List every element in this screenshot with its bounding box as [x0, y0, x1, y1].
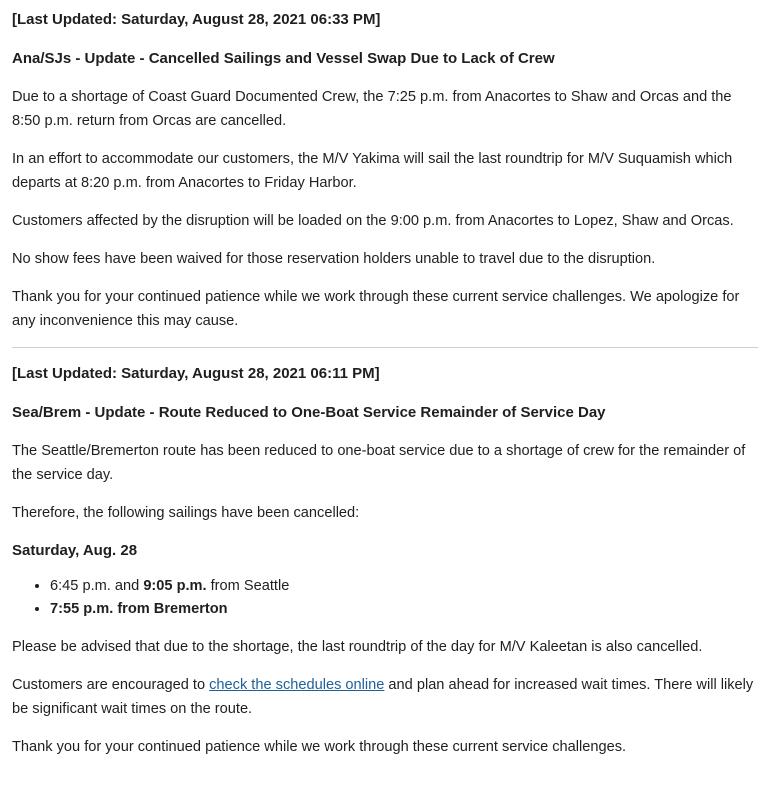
list-item: [50, 575, 758, 598]
alert-seattle-bremerton: [12, 362, 758, 759]
alert-timestamp: [Last Updated: Saturday, August 28, 2021 06:33 PM]: [12, 11, 381, 28]
alert-paragraph: In an effort to accommodate our customers, the M/V Yakima will sail the last roundtrip for M/V Suquamish which departs at 8:20 p.m. from Anacortes to Friday Harbor.: [12, 151, 733, 191]
link-lead-text: Customers are encouraged to: [12, 677, 210, 693]
sailing-text: 6:45 p.m. and: [50, 578, 144, 594]
alert-paragraph: Customers affected by the disruption will be loaded on the 9:00 p.m. from Anacortes to Lopez, Shaw and Orcas.: [12, 213, 734, 229]
alert-paragraph: The Seattle/Bremerton route has been reduced to one-boat service due to a shortage of crew for the remainder of the service day.: [12, 443, 746, 483]
cancelled-sailings-list: [12, 575, 758, 621]
alert-paragraph-with-link: [12, 673, 758, 721]
alert-paragraph: Please be advised that due to the shortage, the last roundtrip of the day for M/V Kaleetan is also cancelled.: [12, 639, 703, 655]
alert-paragraph: No show fees have been waived for those reservation holders unable to travel due to the disruption.: [12, 251, 656, 267]
alert-divider: [12, 347, 758, 348]
alert-paragraph: Due to a shortage of Coast Guard Documented Crew, the 7:25 p.m. from Anacortes to Shaw and Orcas and the 8:50 p.m. return from Orcas are cancelled.: [12, 89, 732, 129]
sailing-time-bold: 9:05 p.m.: [143, 578, 207, 594]
alert-paragraph: Therefore, the following sailings have been cancelled:: [12, 505, 360, 521]
alert-headline: Ana/SJs - Update - Cancelled Sailings and Vessel Swap Due to Lack of Crew: [12, 50, 555, 67]
alert-headline: Sea/Brem - Update - Route Reduced to One-Boat Service Remainder of Service Day: [12, 404, 606, 421]
alert-paragraph: Thank you for your continued patience while we work through these current service challenges.: [12, 739, 627, 755]
list-item: • 7:55 p.m. from Bremerton: [50, 598, 758, 621]
alert-paragraph: Thank you for your continued patience while we work through these current service challenges. We apologize for any inconvenience this may cause.: [12, 289, 740, 329]
check-schedules-link[interactable]: check the schedules online: [209, 677, 385, 693]
day-label: Saturday, Aug. 28: [12, 542, 138, 559]
alert-anacortes-sjs: [12, 8, 758, 333]
alert-timestamp: [Last Updated: Saturday, August 28, 2021 06:11 PM]: [12, 365, 380, 382]
link-trail-text: and plan ahead for increased wait times. There will likely be significant wait times on the route.: [12, 677, 754, 717]
sailing-text: from Seattle: [206, 578, 290, 594]
